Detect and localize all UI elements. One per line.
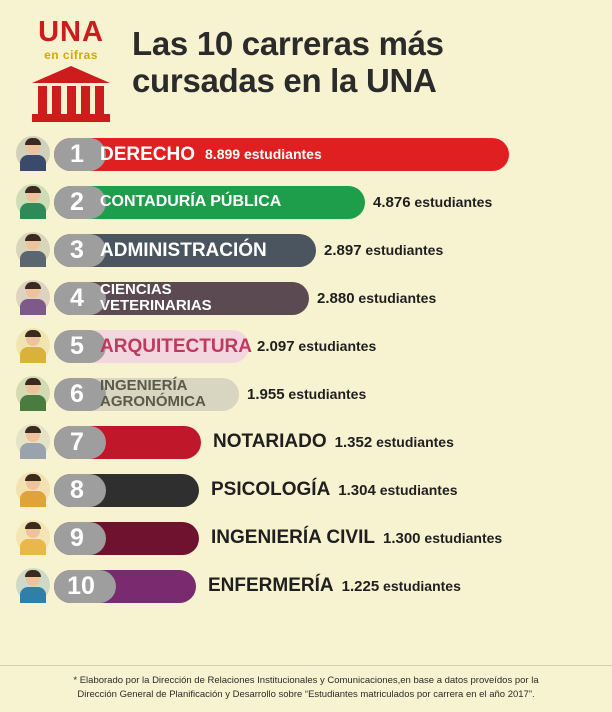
rank-number: 6	[70, 379, 84, 408]
rank-number: 2	[70, 187, 84, 216]
ranking-row	[10, 418, 604, 466]
bar	[54, 282, 309, 315]
rank-number: 1	[70, 139, 84, 168]
page-title	[126, 14, 602, 100]
student-avatar-icon	[10, 468, 54, 512]
career-label: INGENIERÍA AGRONÓMICA	[100, 377, 206, 410]
career-label: ADMINISTRACIÓN	[100, 239, 267, 261]
logo	[16, 14, 126, 122]
value-label: 1.225 estudiantes	[341, 577, 461, 595]
value-label: 8.899 estudiantes	[205, 146, 322, 162]
rank-number: 8	[70, 475, 84, 504]
bar	[54, 522, 199, 555]
ranking-row	[10, 130, 604, 178]
rank-number: 3	[70, 235, 84, 264]
bar-container	[54, 280, 604, 316]
career-label: ARQUITECTURA	[100, 335, 252, 357]
bar	[54, 426, 201, 459]
career-label: CONTADURÍA PÚBLICA	[100, 193, 282, 210]
career-label: CIENCIAS VETERINARIAS	[100, 281, 212, 314]
bar-container	[54, 136, 604, 172]
career-label: INGENIERÍA CIVIL	[211, 527, 375, 548]
value-label: 2.880 estudiantes	[317, 289, 437, 307]
student-avatar-icon	[10, 564, 54, 608]
logo-title: UNA	[38, 16, 104, 48]
footnote-line-1: * Elaborado por la Dirección de Relaciones Institucionales y Comunicaciones,en base a datos proveídos por la	[73, 675, 539, 687]
value-label: 1.304 estudiantes	[338, 481, 458, 499]
logo-subtitle: en cifras	[44, 48, 98, 62]
rank-number: 5	[70, 331, 84, 360]
student-avatar-icon	[10, 132, 54, 176]
student-avatar-icon	[10, 180, 54, 224]
student-avatar-icon	[10, 516, 54, 560]
ranking-row	[10, 466, 604, 514]
ranking-row	[10, 370, 604, 418]
ranking-row	[10, 322, 604, 370]
rank-number: 10	[67, 571, 95, 600]
footnote	[0, 665, 612, 712]
footnote-line-2: Dirección General de Planificación y Desarrollo sobre “Estudiantes matriculados por carrera en el año 2017”.	[77, 689, 535, 701]
bar	[54, 570, 196, 603]
page-title-line-1: Las 10 carreras más	[132, 25, 444, 62]
bar-container	[54, 376, 604, 412]
bar	[54, 234, 316, 267]
bar-container	[54, 568, 604, 604]
ranking-row	[10, 178, 604, 226]
header	[0, 0, 612, 130]
value-label: 4.876 estudiantes	[373, 193, 493, 211]
bar-container	[54, 232, 604, 268]
building-columns-icon	[32, 66, 110, 122]
bar	[54, 378, 239, 411]
student-avatar-icon	[10, 420, 54, 464]
ranking-list	[0, 130, 612, 610]
bar	[54, 474, 199, 507]
bar	[54, 138, 509, 171]
page-title-line-2: cursadas en la UNA	[132, 61, 437, 99]
ranking-row	[10, 274, 604, 322]
value-label: 1.955 estudiantes	[247, 385, 367, 403]
career-label: PSICOLOGÍA	[211, 479, 331, 500]
career-label: ENFERMERÍA	[208, 575, 334, 596]
bar-container	[54, 520, 604, 556]
student-avatar-icon	[10, 324, 54, 368]
bar-container	[54, 184, 604, 220]
value-label: 1.300 estudiantes	[382, 529, 503, 547]
ranking-row	[10, 562, 604, 610]
rank-number: 4	[70, 283, 84, 312]
value-label: 1.352 estudiantes	[334, 433, 454, 451]
ranking-row	[10, 514, 604, 562]
bar-container	[54, 424, 604, 460]
value-label: 2.097 estudiantes	[257, 337, 377, 355]
value-label: 2.897 estudiantes	[324, 241, 444, 259]
student-avatar-icon	[10, 372, 54, 416]
ranking-row	[10, 226, 604, 274]
student-avatar-icon	[10, 228, 54, 272]
career-label: NOTARIADO	[213, 431, 327, 452]
rank-number: 7	[70, 427, 84, 456]
bar-container	[54, 472, 604, 508]
student-avatar-icon	[10, 276, 54, 320]
bar-container	[54, 328, 604, 364]
rank-number: 9	[70, 523, 84, 552]
bar	[54, 330, 252, 363]
bar	[54, 186, 365, 219]
career-label: DERECHO	[100, 143, 196, 165]
